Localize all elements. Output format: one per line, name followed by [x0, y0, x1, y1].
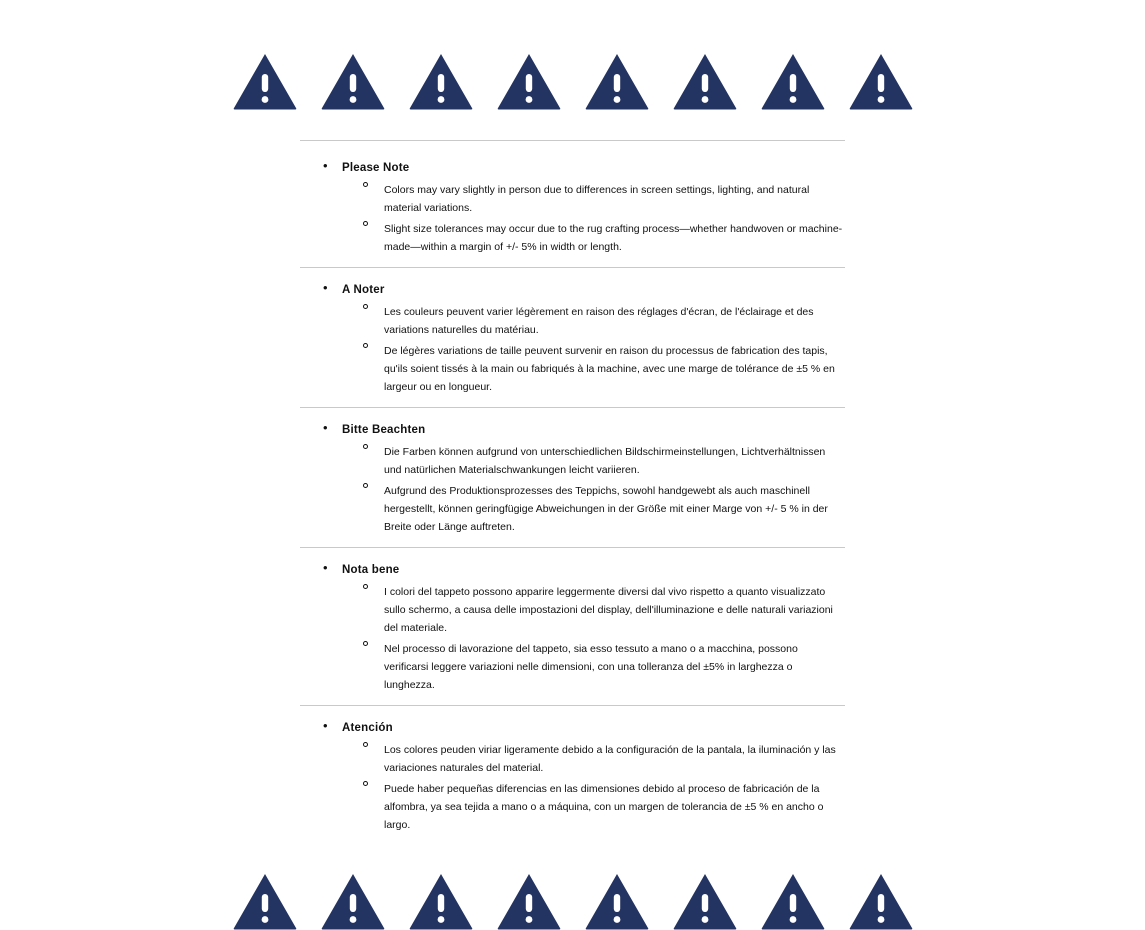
notice-section — [300, 158, 845, 255]
list-item-text: Les couleurs peuvent varier légèrement en raison des réglages d'écran, de l'éclairage et des variations naturelles du matériau. — [384, 306, 814, 336]
spacer — [300, 836, 845, 862]
warning-triangle-icon — [320, 872, 386, 930]
list-item-text: Colors may vary slightly in person due to differences in screen settings, lighting, and natural material variations. — [384, 184, 810, 214]
divider — [300, 407, 845, 408]
list-item — [300, 481, 845, 535]
section-heading: Bitte Beachten — [342, 424, 426, 436]
sub-bullet-icon — [363, 182, 368, 187]
warning-triangle-icon — [848, 872, 914, 930]
bullet-icon: • — [323, 158, 328, 173]
list-item — [300, 219, 845, 255]
sub-bullet-icon — [363, 343, 368, 348]
warning-triangle-icon — [408, 52, 474, 110]
warning-triangle-icon — [760, 52, 826, 110]
list-item-text: Die Farben können aufgrund von unterschiedlichen Bildschirmeinstellungen, Lichtverhältnissen und natürlichen Materialschwankungen leicht variieren. — [384, 446, 826, 476]
list-item-text: Slight size tolerances may occur due to the rug crafting process—whether handwoven or machine-made—within a margin of +/- 5% in width or length. — [384, 223, 843, 253]
warning-triangle-icon — [848, 52, 914, 110]
notice-section — [300, 420, 845, 535]
bullet-icon: • — [323, 718, 328, 733]
notice-content — [300, 140, 845, 862]
warning-triangle-icon — [320, 52, 386, 110]
divider — [300, 140, 845, 141]
list-item-text: Puede haber pequeñas diferencias en las dimensiones debido al proceso de fabricación de la alfombra, ya sea tejida a mano o a máquina, con un margen de tolerancia de ±5 % en ancho o largo. — [384, 783, 824, 831]
notice-section — [300, 280, 845, 395]
warning-triangle-icon — [760, 872, 826, 930]
sub-bullet-icon — [363, 444, 368, 449]
section-heading-row — [300, 420, 845, 438]
warning-triangle-icon — [584, 872, 650, 930]
bullet-icon: • — [323, 420, 328, 435]
warning-triangle-icon — [232, 52, 298, 110]
section-heading-row — [300, 280, 845, 298]
warning-triangle-icon — [672, 872, 738, 930]
list-item-text: De légères variations de taille peuvent survenir en raison du processus de fabrication des tapis, qu'ils soient tissés à la main ou fabriqués à la machine, avec une marge de tolérance de ±5 % en largeur ou en longueur. — [384, 345, 835, 393]
warning-triangle-icon — [496, 872, 562, 930]
list-item — [300, 442, 845, 478]
list-item — [300, 639, 845, 693]
list-item-text: Los colores peuden viriar ligeramente debido a la configuración de la pantala, la iluminación y las variaciones naturales del material. — [384, 744, 836, 774]
warning-triangle-icon — [672, 52, 738, 110]
divider — [300, 547, 845, 548]
divider — [300, 705, 845, 706]
list-item — [300, 302, 845, 338]
section-heading: Nota bene — [342, 564, 400, 576]
notice-section — [300, 560, 845, 693]
sub-bullet-icon — [363, 742, 368, 747]
list-item — [300, 779, 845, 833]
list-item — [300, 341, 845, 395]
warning-triangle-icon — [496, 52, 562, 110]
section-heading-row — [300, 560, 845, 578]
warning-triangle-icon — [408, 872, 474, 930]
sub-bullet-icon — [363, 304, 368, 309]
section-heading: A Noter — [342, 284, 385, 296]
list-item-text: Aufgrund des Produktionsprozesses des Teppichs, sowohl handgewebt als auch maschinell hergestellt, können geringfügige Abweichungen in der Größe mit einer Marge von +/- 5 % in der Breite oder Länge auftreten. — [384, 485, 828, 533]
list-item-text: I colori del tappeto possono apparire leggermente diversi dal vivo rispetto a quanto visualizzato sullo schermo, a causa delle impostazioni del display, dell'illuminazione e delle naturali variazioni del materiale. — [384, 586, 833, 634]
warning-triangle-icon — [584, 52, 650, 110]
top-warning-icon-row — [0, 0, 1145, 110]
sub-bullet-icon — [363, 641, 368, 646]
section-heading-row — [300, 158, 845, 176]
list-item-text: Nel processo di lavorazione del tappeto, sia esso tessuto a mano o a macchina, possono verificarsi leggere variazioni nelle dimensioni, con una tolleranza del ±5% in larghezza o lunghezza. — [384, 643, 798, 691]
list-item — [300, 740, 845, 776]
sub-bullet-icon — [363, 221, 368, 226]
sub-bullet-icon — [363, 781, 368, 786]
notice-section — [300, 718, 845, 833]
section-heading: Please Note — [342, 162, 410, 174]
sub-bullet-icon — [363, 584, 368, 589]
bullet-icon: • — [323, 560, 328, 575]
bottom-warning-icon-row — [0, 862, 1145, 930]
list-item — [300, 582, 845, 636]
bullet-icon: • — [323, 280, 328, 295]
list-item — [300, 180, 845, 216]
sub-bullet-icon — [363, 483, 368, 488]
warning-triangle-icon — [232, 872, 298, 930]
divider — [300, 267, 845, 268]
section-heading-row — [300, 718, 845, 736]
section-heading: Atención — [342, 722, 393, 734]
